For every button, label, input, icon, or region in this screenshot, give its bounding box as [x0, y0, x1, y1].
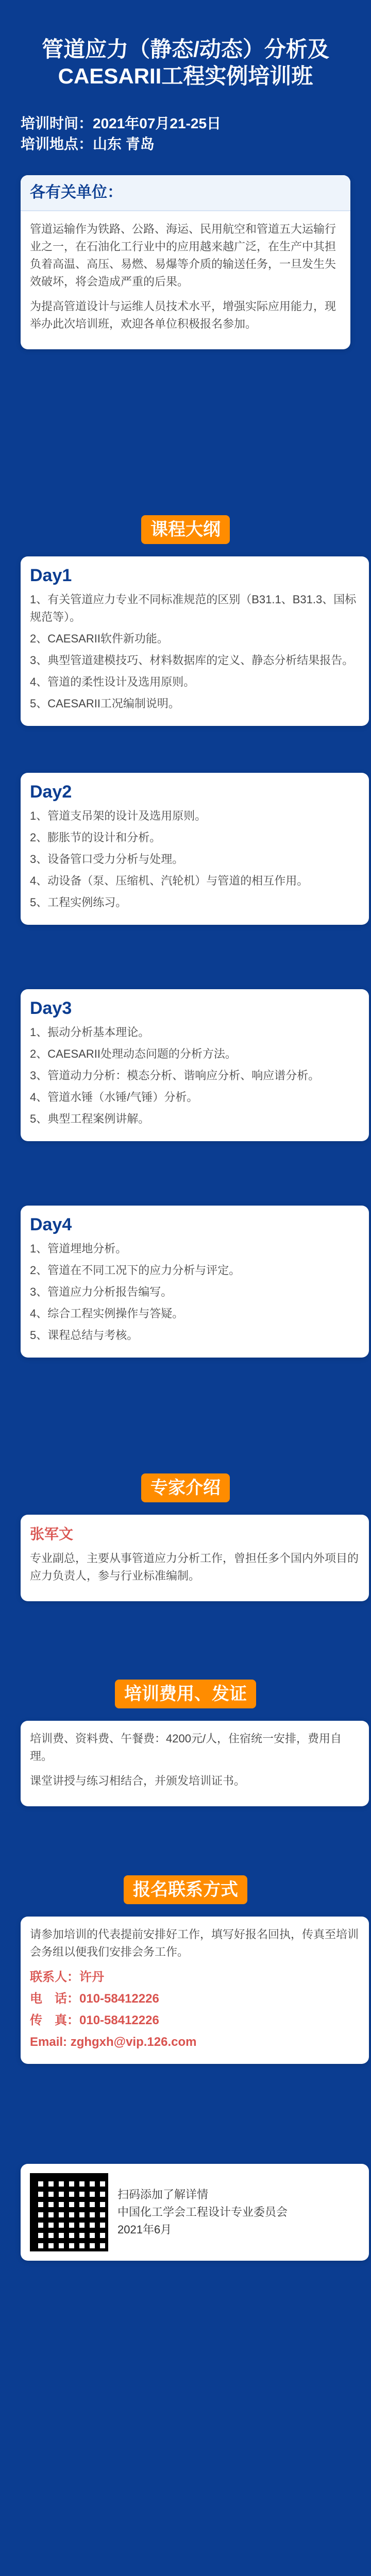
expert-section-bar: 专家介绍	[141, 1473, 230, 1502]
expert-name: 张军文	[30, 1526, 74, 1542]
day1-block	[21, 556, 369, 726]
day4-item-3: 3、管道应力分析报告编写。	[30, 1285, 173, 1298]
course-section-bar: 课程大纲	[141, 515, 230, 544]
day4-block	[21, 1206, 369, 1358]
fee-section-title	[21, 1680, 350, 1708]
day2-block	[21, 773, 369, 925]
day1-item-1: 1、有关管道应力专业不同标准规范的区别（B31.1、B31.3、国标规范等）。	[30, 593, 357, 623]
training-place: 培训地点：山东 青岛	[21, 136, 155, 152]
day1-item-3: 3、典型管道建模技巧、材料数据库的定义、静态分析结果报告。	[30, 654, 354, 667]
day3-block	[21, 989, 369, 1141]
day3-item-2: 2、CAESARII处理动态问题的分析方法。	[30, 1047, 237, 1060]
training-meta	[21, 113, 350, 155]
fee-line-1: 培训费、资料费、午餐费：4200元/人，住宿统一安排，费用自理。	[30, 1732, 342, 1762]
day4-title: Day4	[30, 1215, 72, 1234]
qr-code-icon[interactable]	[30, 2173, 108, 2251]
fee-line-2: 课堂讲授与练习相结合，并颁发培训证书。	[30, 1774, 246, 1787]
training-time: 培训时间：2021年07月21-25日	[21, 115, 222, 131]
day1-title: Day1	[30, 566, 72, 585]
contact-phone[interactable]	[30, 1990, 360, 2008]
intro-paragraph-2: 为提高管道设计与运维人员技术水平，增强实际应用能力，现举办此次培训班，欢迎各单位积极报名参加。	[30, 300, 336, 330]
contact-block	[21, 1917, 369, 2064]
day4-item-4: 4、综合工程实例操作与答疑。	[30, 1307, 184, 1320]
footer-tip: 扫码添加了解详情	[117, 2188, 209, 2201]
contact-fax-text[interactable]: 传 真：010-58412226	[30, 2013, 159, 2027]
expert-section-title	[21, 1473, 350, 1502]
course-section-title	[21, 515, 350, 544]
expert-desc: 专业副总，主要从事管道应力分析工作，曾担任多个国内外项目的应力负责人，参与行业标准编制。	[30, 1552, 359, 1582]
day2-title: Day2	[30, 782, 72, 802]
page-title-text: 管道应力（静态/动态）分析及CAESARII工程实例培训班	[42, 37, 329, 88]
day1-item-5: 5、CAESARII工况编制说明。	[30, 697, 180, 710]
intro-panel	[21, 175, 350, 349]
intro-paragraph-1: 管道运输作为铁路、公路、海运、民用航空和管道五大运输行业之一，在石油化工行业中的应用越来越广泛，在生产中其担负着高温、高压、易燃、易爆等介质的输送任务，一旦发生失效破坏，将会造成严重的后果。	[30, 223, 336, 288]
contact-person-text: 联系人：许丹	[30, 1970, 104, 1984]
footer-block	[21, 2164, 369, 2261]
day4-item-5: 5、课程总结与考核。	[30, 1329, 139, 1342]
day3-item-4: 4、管道水锤（水锤/气锤）分析。	[30, 1091, 198, 1104]
day3-item-1: 1、振动分析基本理论。	[30, 1026, 150, 1039]
intro-header: 各有关单位：	[21, 175, 350, 211]
day3-item-5: 5、典型工程案例讲解。	[30, 1112, 150, 1125]
footer-org: 中国化工学会工程设计专业委员会	[117, 2206, 288, 2218]
day2-item-3: 3、设备管口受力分析与处理。	[30, 853, 184, 866]
contact-section-title	[21, 1875, 350, 1904]
day3-title: Day3	[30, 998, 72, 1018]
intro-body	[21, 211, 350, 349]
day3-item-3: 3、管道动力分析：模态分析、谐响应分析、响应谱分析。	[30, 1069, 320, 1082]
day2-item-4: 4、动设备（泵、压缩机、汽轮机）与管道的相互作用。	[30, 874, 309, 887]
footer-text	[117, 2186, 360, 2239]
day1-item-2: 2、CAESARII软件新功能。	[30, 632, 168, 645]
day4-item-2: 2、管道在不同工况下的应力分析与评定。	[30, 1264, 241, 1277]
contact-intro: 请参加培训的代表提前安排好工作，填写好报名回执，传真至培训会务组以便我们安排会务工作。	[30, 1928, 359, 1958]
contact-phone-text[interactable]: 电 话：010-58412226	[30, 1992, 159, 2006]
contact-person	[30, 1968, 360, 1987]
fee-block	[21, 1721, 369, 1806]
contact-section-bar: 报名联系方式	[124, 1875, 247, 1904]
day2-item-5: 5、工程实例练习。	[30, 896, 127, 909]
expert-block	[21, 1515, 369, 1601]
contact-email-text[interactable]: Email: zghgxh@vip.126.com	[30, 2035, 197, 2049]
day1-item-4: 4、管道的柔性设计及选用原则。	[30, 675, 195, 688]
fee-section-bar: 培训费用、发证	[115, 1680, 256, 1708]
day4-item-1: 1、管道埋地分析。	[30, 1242, 127, 1255]
contact-email[interactable]	[30, 2033, 360, 2052]
day2-item-1: 1、管道支吊架的设计及选用原则。	[30, 809, 207, 822]
footer-date: 2021年6月	[117, 2223, 172, 2236]
day2-item-2: 2、膨胀节的设计和分析。	[30, 831, 161, 844]
contact-fax[interactable]	[30, 2011, 360, 2030]
page-title	[21, 36, 350, 90]
